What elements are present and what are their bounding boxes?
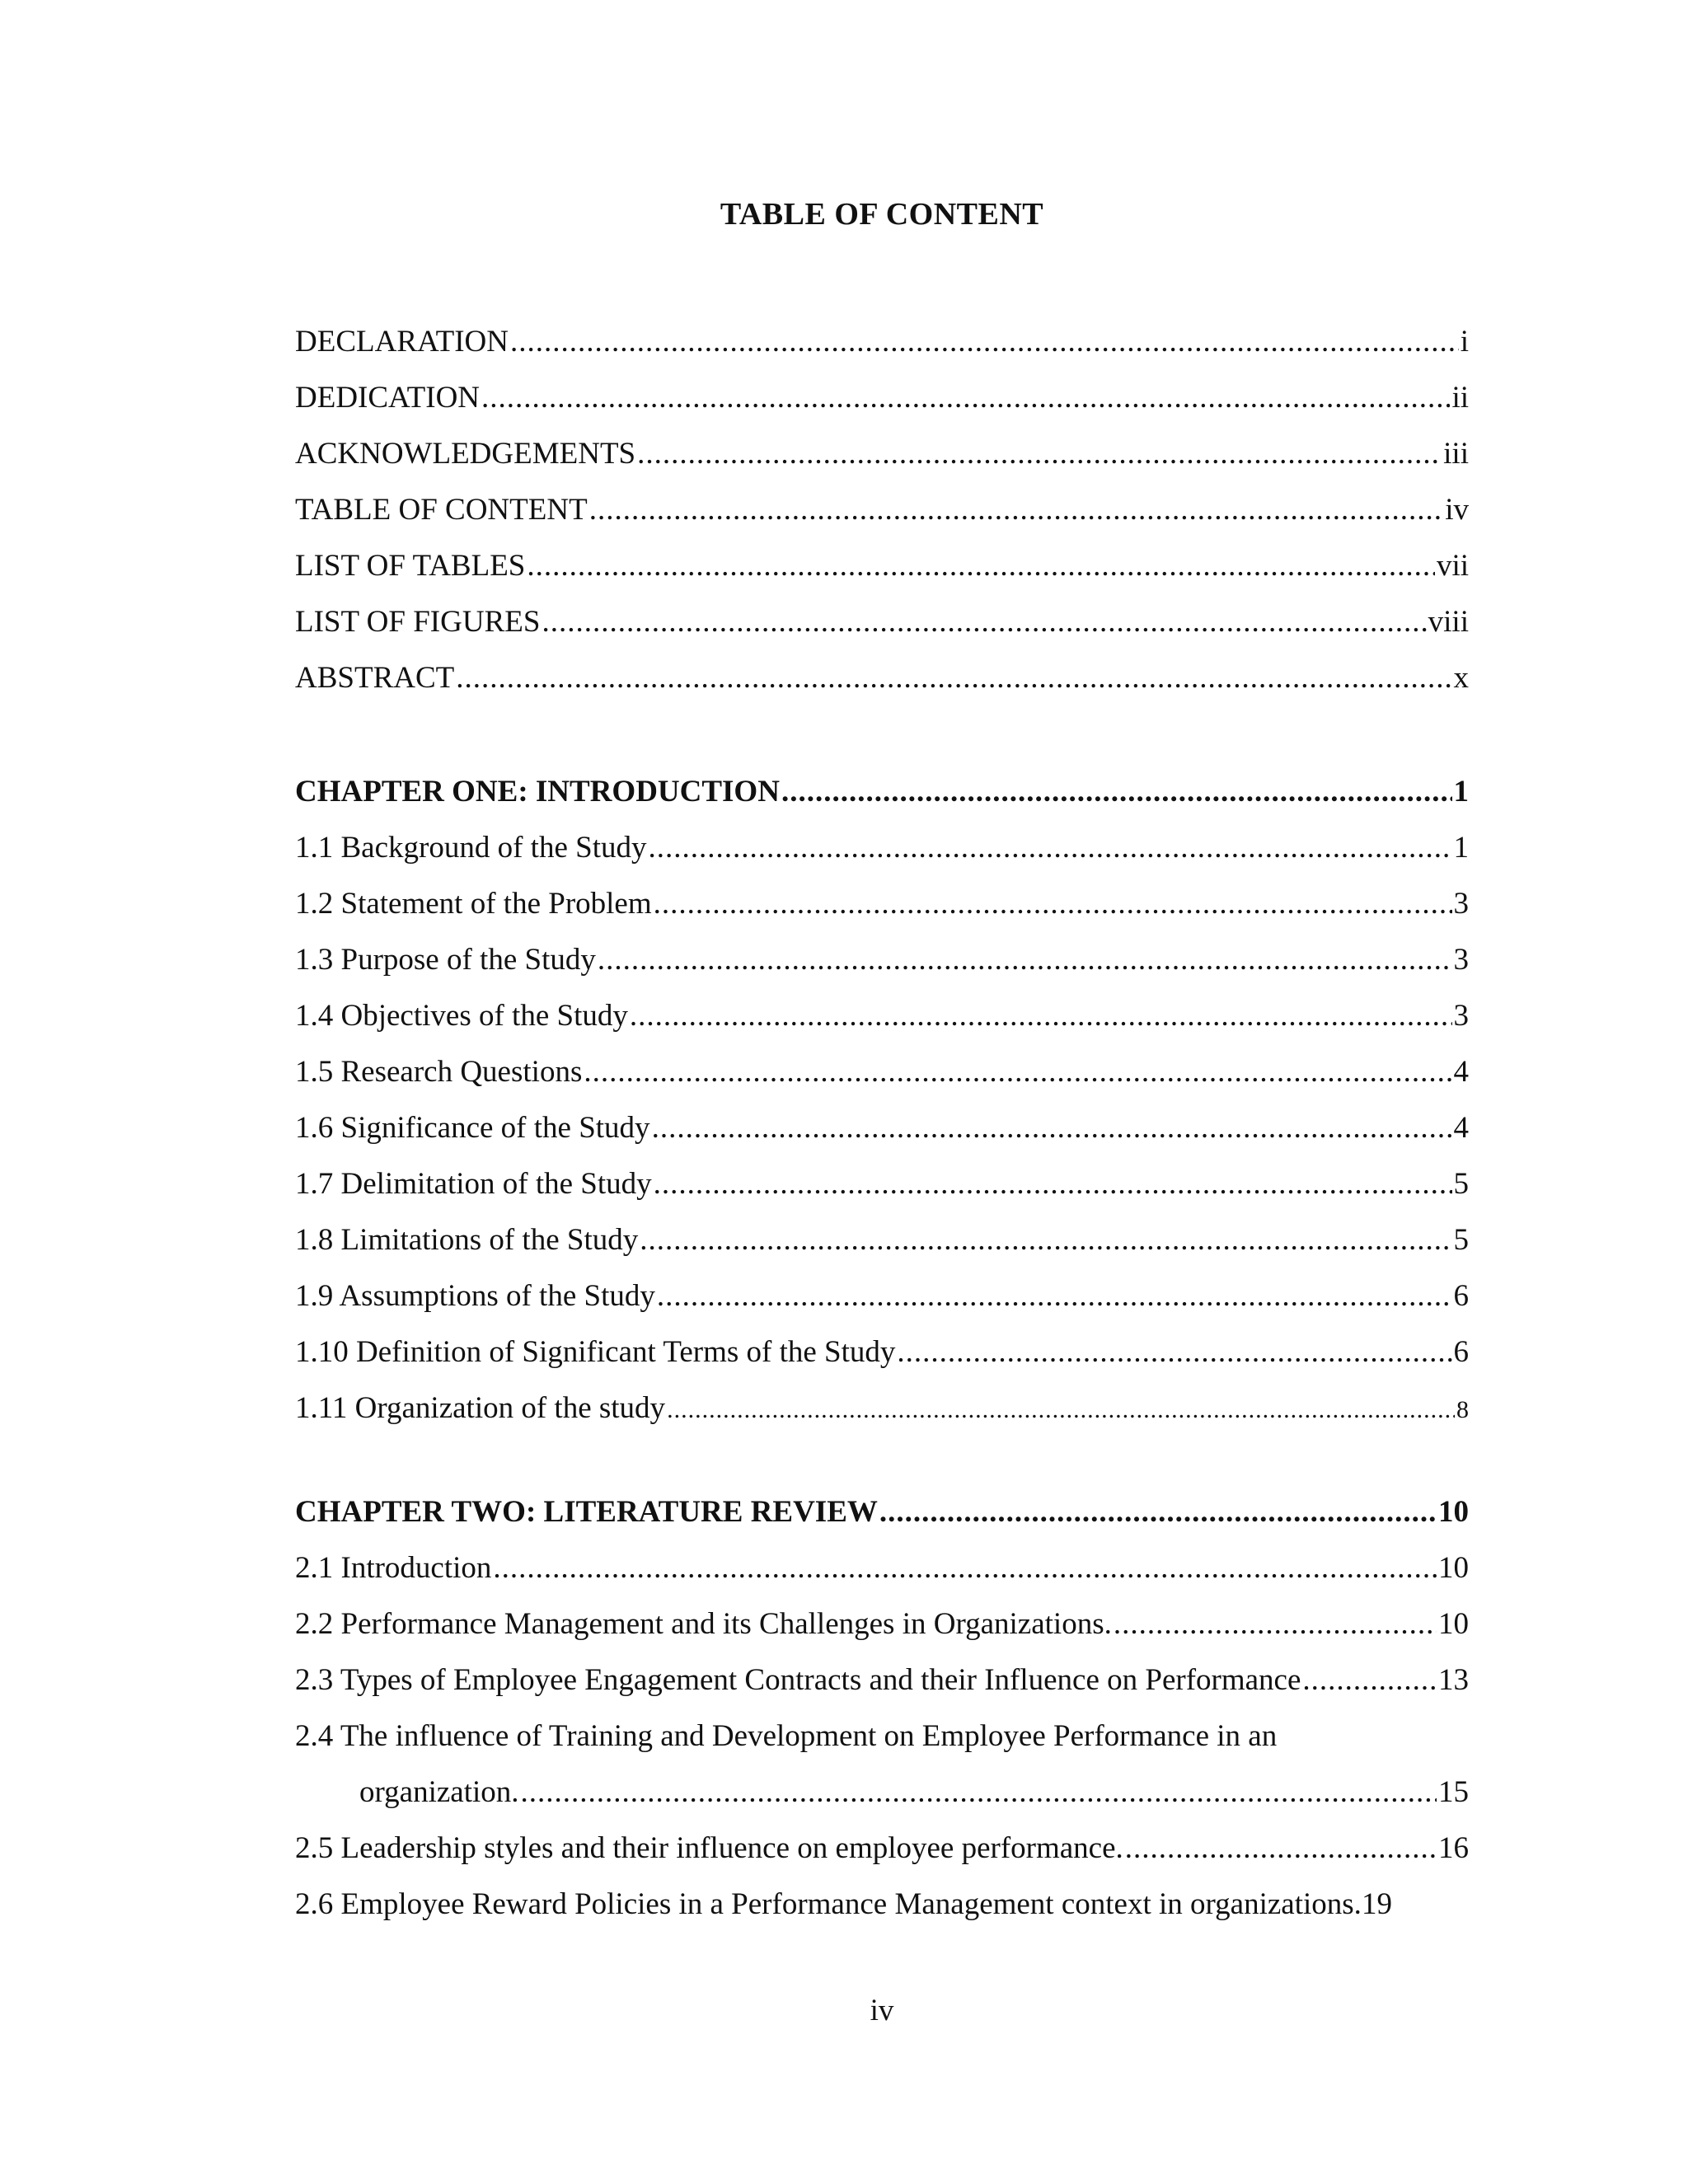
toc-chapter-page: 10 bbox=[1438, 1495, 1469, 1529]
toc-entry-1-2 bbox=[295, 883, 1469, 925]
toc-entry-page: 3 bbox=[1453, 887, 1469, 921]
toc-entry-label: 2.2 Performance Management and its Challenges in Organizations. bbox=[295, 1607, 1112, 1641]
toc-chapter-label: CHAPTER ONE: INTRODUCTION bbox=[295, 775, 780, 808]
toc-entry-acknowledgements bbox=[295, 434, 1469, 475]
toc-entry-page: 16 bbox=[1438, 1831, 1469, 1865]
toc-entry-page: 3 bbox=[1453, 943, 1469, 977]
toc-entry-dedication bbox=[295, 377, 1469, 419]
toc-entry-page: ii bbox=[1451, 381, 1469, 415]
toc-chapter-page: 1 bbox=[1453, 775, 1469, 808]
toc-entry-page: x bbox=[1453, 661, 1469, 695]
toc-entry-table-of-content bbox=[295, 490, 1469, 531]
toc-entry-label: DEDICATION bbox=[295, 381, 481, 415]
toc-entry-1-3 bbox=[295, 940, 1469, 981]
toc-entry-label: LIST OF FIGURES bbox=[295, 605, 541, 639]
toc-entry-label: 2.5 Leadership styles and their influence on employee performance. bbox=[295, 1831, 1123, 1865]
dot-leader bbox=[654, 1164, 1452, 1205]
toc-entry-abstract bbox=[295, 658, 1469, 699]
dot-leader bbox=[648, 827, 1451, 869]
dot-leader bbox=[630, 996, 1452, 1037]
toc-entry-page: 13 bbox=[1438, 1663, 1469, 1697]
toc-chapter-two-heading bbox=[295, 1492, 1469, 1533]
toc-entry-label: 1.7 Delimitation of the Study bbox=[295, 1167, 652, 1201]
toc-entry-2-5 bbox=[295, 1828, 1469, 1869]
toc-entry-label: ABSTRACT bbox=[295, 661, 455, 695]
toc-entry-page: 6 bbox=[1453, 1279, 1469, 1313]
toc-entry-page: 10 bbox=[1438, 1551, 1469, 1585]
toc-entry-page: 5 bbox=[1453, 1223, 1469, 1257]
toc-entry-2-6 bbox=[295, 1884, 1469, 1925]
toc-entry-label: 1.10 Definition of Significant Terms of the Study bbox=[295, 1335, 896, 1369]
toc-entry-2-2 bbox=[295, 1604, 1469, 1645]
dot-leader bbox=[493, 1548, 1437, 1589]
toc-entry-label: 1.3 Purpose of the Study bbox=[295, 943, 596, 977]
toc-entry-label: TABLE OF CONTENT bbox=[295, 493, 588, 527]
toc-entry-page: 1 bbox=[1453, 831, 1469, 865]
toc-entry-label: 1.5 Research Questions bbox=[295, 1055, 583, 1089]
toc-entry-1-11 bbox=[295, 1388, 1469, 1429]
toc-entry-1-5 bbox=[295, 1052, 1469, 1093]
toc-entry-label: LIST OF TABLES bbox=[295, 549, 526, 583]
toc-entry-page: 5 bbox=[1453, 1167, 1469, 1201]
toc-entry-1-7 bbox=[295, 1164, 1469, 1205]
toc-entry-1-9 bbox=[295, 1276, 1469, 1317]
toc-entry-2-4-first-line: 2.4 The influence of Training and Development on Employee Performance in an bbox=[295, 1719, 1278, 1753]
dot-leader bbox=[879, 1492, 1437, 1533]
dot-leader bbox=[781, 771, 1452, 813]
dot-leader bbox=[897, 1332, 1451, 1373]
dot-leader bbox=[654, 883, 1452, 925]
toc-entry-list-of-figures bbox=[295, 602, 1469, 643]
page-title: TABLE OF CONTENT bbox=[720, 197, 1044, 232]
dot-leader bbox=[1114, 1604, 1437, 1645]
toc-entry-1-10 bbox=[295, 1332, 1469, 1373]
toc-entry-list-of-tables bbox=[295, 546, 1469, 587]
dot-leader bbox=[542, 602, 1426, 643]
dot-leader bbox=[481, 377, 1450, 419]
toc-entry-page: 4 bbox=[1453, 1055, 1469, 1089]
toc-entry-label: 1.9 Assumptions of the Study bbox=[295, 1279, 655, 1313]
toc-entry-label: 1.1 Background of the Study bbox=[295, 831, 647, 865]
toc-entry-label: 1.6 Significance of the Study bbox=[295, 1111, 650, 1145]
dot-leader bbox=[598, 940, 1452, 981]
dot-leader bbox=[510, 321, 1459, 363]
toc-entry-page: 8 bbox=[1456, 1396, 1469, 1423]
dot-leader bbox=[527, 546, 1435, 587]
dot-leader bbox=[637, 434, 1442, 475]
dot-leader bbox=[657, 1276, 1452, 1317]
dot-leader bbox=[652, 1108, 1452, 1149]
toc-entry-page: i bbox=[1460, 325, 1469, 359]
toc-entry-label: 1.2 Statement of the Problem bbox=[295, 887, 652, 921]
toc-entry-2-1 bbox=[295, 1548, 1469, 1589]
toc-chapter-label: CHAPTER TWO: LITERATURE REVIEW bbox=[295, 1495, 878, 1529]
dot-leader bbox=[456, 658, 1451, 699]
toc-entry-1-1 bbox=[295, 827, 1469, 869]
toc-entry-page: vii bbox=[1436, 549, 1469, 583]
toc-entry-label: 1.8 Limitations of the Study bbox=[295, 1223, 639, 1257]
toc-entry-1-6 bbox=[295, 1108, 1469, 1149]
toc-entry-label: ACKNOWLEDGEMENTS bbox=[295, 437, 636, 471]
toc-entry-label: 1.11 Organization of the study bbox=[295, 1391, 666, 1425]
dot-leader bbox=[521, 1772, 1437, 1813]
toc-entry-page: viii bbox=[1428, 605, 1469, 639]
dot-leader bbox=[584, 1052, 1451, 1093]
toc-entry-page: iii bbox=[1443, 437, 1469, 471]
toc-entry-page: 15 bbox=[1438, 1775, 1469, 1809]
toc-entry-page: iv bbox=[1445, 493, 1469, 527]
dot-leader bbox=[640, 1220, 1451, 1261]
toc-entry-page: 6 bbox=[1453, 1335, 1469, 1369]
toc-entry-label: 2.6 Employee Reward Policies in a Performance Management context in organizations. bbox=[295, 1887, 1362, 1921]
toc-entry-2-3 bbox=[295, 1660, 1469, 1701]
toc-entry-page: 3 bbox=[1453, 999, 1469, 1033]
toc-entry-page: 4 bbox=[1453, 1111, 1469, 1145]
dot-leader bbox=[1125, 1828, 1437, 1869]
toc-entry-label: organization. bbox=[359, 1775, 519, 1809]
toc-chapter-one-heading bbox=[295, 771, 1469, 813]
toc-entry-label: 1.4 Objectives of the Study bbox=[295, 999, 628, 1033]
toc-entry-1-4 bbox=[295, 996, 1469, 1037]
toc-entry-declaration bbox=[295, 321, 1469, 363]
dot-leader bbox=[589, 490, 1444, 531]
page-number: iv bbox=[870, 1994, 894, 2027]
toc-entry-label: 2.3 Types of Employee Engagement Contracts and their Influence on Performance bbox=[295, 1663, 1301, 1697]
toc-entry-page: 19 bbox=[1361, 1887, 1392, 1921]
toc-entry-label: DECLARATION bbox=[295, 325, 509, 359]
dot-leader bbox=[667, 1390, 1455, 1429]
toc-entry-2-4 bbox=[359, 1772, 1469, 1813]
toc-entry-page: 10 bbox=[1438, 1607, 1469, 1641]
toc-entry-label: 2.1 Introduction bbox=[295, 1551, 492, 1585]
toc-entry-1-8 bbox=[295, 1220, 1469, 1261]
dot-leader bbox=[1302, 1660, 1437, 1701]
